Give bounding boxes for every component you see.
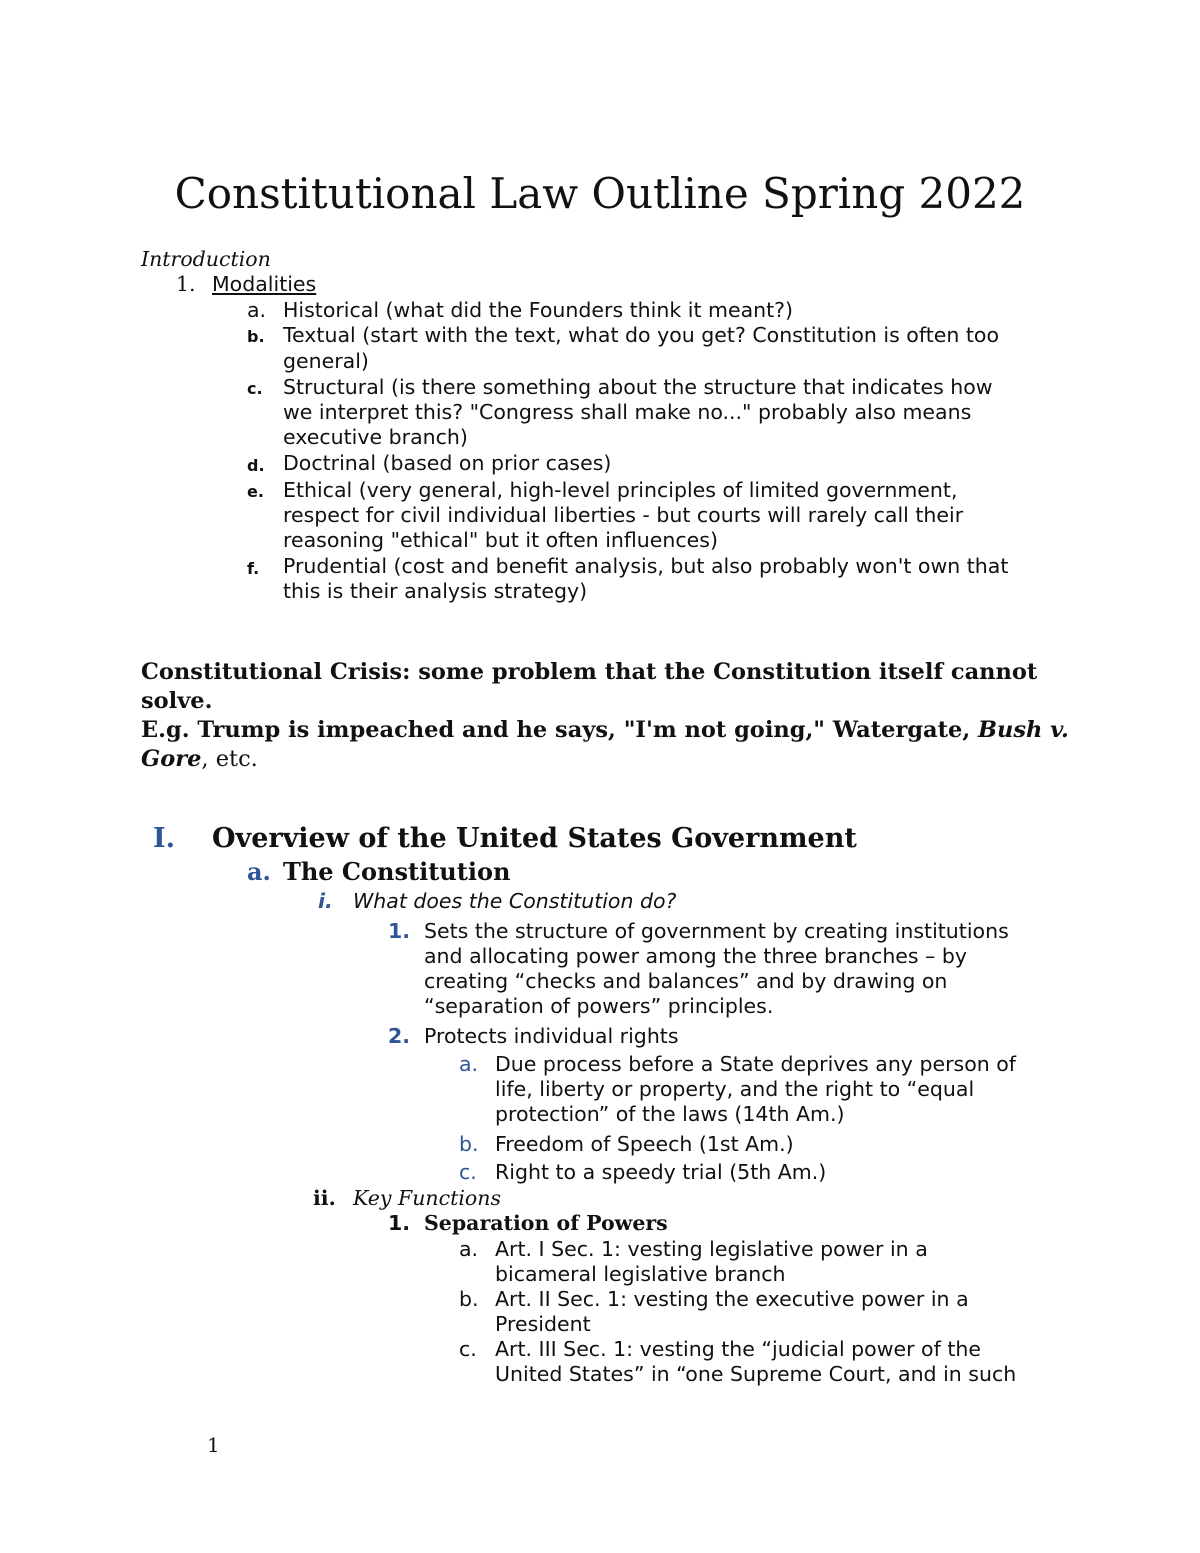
rights-marker: a. [459, 1052, 479, 1076]
rights-marker: b. [459, 1132, 479, 1156]
article-line: President [495, 1312, 591, 1336]
article-line: bicameral legislative branch [495, 1262, 786, 1286]
rights-line: Freedom of Speech (1st Am.) [495, 1132, 794, 1156]
modality-line: reasoning "ethical" but it often influences) [283, 528, 718, 552]
modality-marker: b. [247, 327, 265, 346]
intro-heading: Introduction [141, 247, 271, 271]
roman-marker: i. [318, 889, 333, 913]
subsection-marker: a. [247, 857, 271, 886]
document-title: Constitutional Law Outline Spring 2022 [174, 169, 1026, 218]
article-line: Art. I Sec. 1: vesting legislative power in a [495, 1237, 928, 1261]
modality-marker: f. [247, 559, 260, 578]
modality-line: general) [283, 349, 369, 373]
crisis-case-name-cont: Gore [141, 746, 202, 772]
modality-line: respect for civil individual liberties - but courts will rarely call their [283, 503, 964, 527]
article-marker: a. [459, 1237, 479, 1261]
modality-marker: c. [247, 379, 263, 398]
modality-line: Historical (what did the Founders think it meant?) [283, 298, 794, 322]
crisis-line-2: E.g. Trump is impeached and he says, "I'm not going," Watergate, [141, 717, 978, 743]
modality-line: Doctrinal (based on prior cases) [283, 451, 612, 475]
modality-line: Prudential (cost and benefit analysis, but also probably won't own that [283, 554, 1009, 578]
article-line: United States” in “one Supreme Court, and in such [495, 1362, 1017, 1386]
rights-line: Due process before a State deprives any person of [495, 1052, 1016, 1076]
rights-marker: c. [459, 1160, 477, 1184]
subsection-title: The Constitution [283, 857, 511, 886]
article-line: Art. II Sec. 1: vesting the executive power in a [495, 1287, 969, 1311]
rights-line: Right to a speedy trial (5th Am.) [495, 1160, 827, 1184]
modality-line: we interpret this? "Congress shall make no..." probably also means [283, 400, 972, 424]
list-line: Sets the structure of government by creating institutions [424, 919, 1009, 943]
rights-line: protection” of the laws (14th Am.) [495, 1102, 845, 1126]
list-line: creating “checks and balances” and by drawing on [424, 969, 948, 993]
roman-title: What does the Constitution do? [353, 889, 677, 913]
modality-marker: d. [247, 456, 265, 475]
section-marker: I. [153, 823, 176, 854]
modality-line: Textual (start with the text, what do you get? Constitution is often too [283, 323, 999, 347]
crisis-line-1: Constitutional Crisis: some problem that the Constitution itself cannot solve. [141, 659, 1038, 714]
constitutional-crisis-paragraph [141, 658, 1081, 774]
roman-title: Key Functions [353, 1186, 501, 1210]
page-number: 1 [207, 1433, 220, 1457]
modality-marker: e. [247, 482, 264, 501]
modality-line: this is their analysis strategy) [283, 579, 588, 603]
crisis-line-3: , etc. [201, 746, 258, 772]
modality-line: executive branch) [283, 425, 468, 449]
modality-line: Structural (is there something about the structure that indicates how [283, 375, 993, 399]
article-marker: c. [459, 1337, 477, 1361]
modalities-label: Modalities [212, 272, 317, 296]
list-line: and allocating power among the three branches – by [424, 944, 968, 968]
roman-marker: ii. [313, 1186, 336, 1210]
list-line: Protects individual rights [424, 1024, 679, 1048]
modality-line: Ethical (very general, high-level principles of limited government, [283, 478, 958, 502]
section-title: Overview of the United States Government [212, 823, 857, 854]
article-line: Art. III Sec. 1: vesting the “judicial power of the [495, 1337, 981, 1361]
list-marker: 2. [388, 1024, 411, 1048]
separation-of-powers-title: Separation of Powers [424, 1211, 668, 1235]
rights-line: life, liberty or property, and the right to “equal [495, 1077, 975, 1101]
list-line: “separation of powers” principles. [424, 994, 774, 1018]
list-marker: 1. [388, 919, 411, 943]
intro-item-marker: 1. [176, 272, 196, 296]
list-marker: 1. [388, 1211, 411, 1235]
article-marker: b. [459, 1287, 479, 1311]
crisis-case-name: Bush v. [977, 717, 1069, 743]
modality-marker: a. [247, 298, 267, 322]
